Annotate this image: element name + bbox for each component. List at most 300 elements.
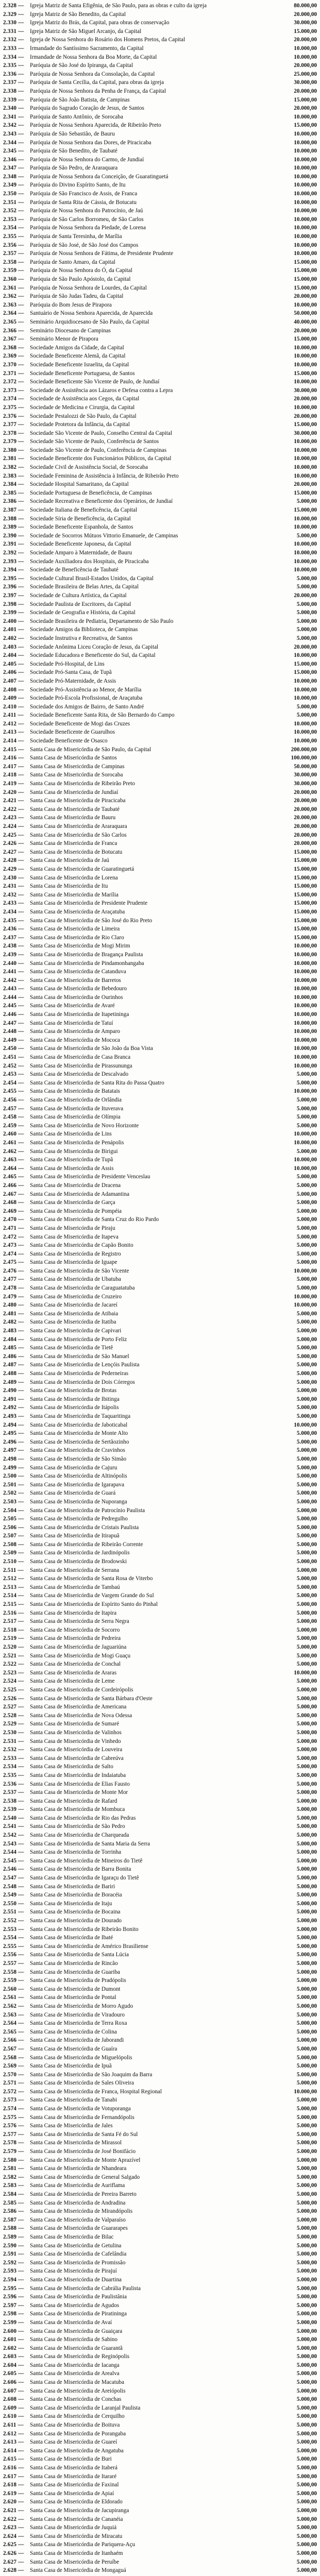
list-item xyxy=(3,1900,317,1908)
entry-description: Santa Casa de Misericórdia de Itirapuã xyxy=(30,1533,120,1539)
entry-description: Santa Casa de Misericórdia de Tupã xyxy=(30,1157,113,1163)
list-item xyxy=(3,1464,317,1472)
list-item xyxy=(3,430,317,438)
entry-description: Santa Casa de Misericórdia de Iguape xyxy=(30,1259,117,1266)
entry-amount: 10.000,00 xyxy=(294,225,317,231)
entry-description: Santa Casa de Misericórdia de Franca xyxy=(30,840,117,847)
entry-description: Santa Casa de Misericórdia de Itatiba xyxy=(30,1319,116,1326)
entry-number: 2.448 — xyxy=(3,1028,24,1035)
entry-amount: 5.000,00 xyxy=(296,1353,317,1360)
entry-amount: 5.000,00 xyxy=(296,2225,317,2232)
entry-description: Santa Casa de Misericórdia de Eldorado xyxy=(30,2499,123,2505)
list-item xyxy=(3,1729,317,1737)
entry-number: 2.522 — xyxy=(3,1661,24,1668)
list-item xyxy=(3,1558,317,1566)
entry-description: Santa Casa de Misericórdia de Santa Lúcia xyxy=(30,1952,129,1958)
entry-number: 2.344 — xyxy=(3,139,24,146)
list-item xyxy=(3,2250,317,2259)
entry-amount: 5.000,00 xyxy=(296,2259,317,2266)
list-item xyxy=(3,1609,317,1618)
list-item xyxy=(3,1344,317,1352)
entry-amount: 10.000,00 xyxy=(294,738,317,744)
entry-amount: 5.000,00 xyxy=(296,703,317,710)
entry-number: 2.483 — xyxy=(3,1328,24,1334)
list-item xyxy=(3,2464,317,2472)
entry-number: 2.584 — xyxy=(3,2191,24,2197)
list-item xyxy=(3,2114,317,2122)
entry-number: 2.420 — xyxy=(3,789,24,795)
entry-number: 2.358 — xyxy=(3,259,24,265)
list-item xyxy=(3,1361,317,1369)
list-item xyxy=(3,387,317,395)
list-item xyxy=(3,395,317,403)
list-item xyxy=(3,1849,317,1857)
entry-description: Sociedade de Socorros Mútuos Vittorio Emanuele, de Campinas xyxy=(30,532,178,539)
entry-number: 2.386 — xyxy=(3,498,24,505)
entry-number: 2.569 — xyxy=(3,2063,24,2070)
entry-number: 2.395 — xyxy=(3,575,24,582)
entry-number: 2.537 — xyxy=(3,1789,24,1796)
entry-description: Santa Casa de Misericórdia de Dois Córregos xyxy=(30,1379,135,1385)
list-item xyxy=(3,1891,317,1900)
entry-number: 2.348 — xyxy=(3,173,24,180)
entry-amount: 10.000,00 xyxy=(294,943,317,950)
entry-number: 2.605 — xyxy=(3,2370,24,2377)
entry-number: 2.547 — xyxy=(3,1875,24,1882)
entry-amount: 15.000,00 xyxy=(294,259,317,265)
entry-number: 2.490 — xyxy=(3,1387,24,1394)
list-item xyxy=(3,130,317,139)
entry-description: Paróquia de Nossa Senhora das Dores, de Piracicaba xyxy=(30,139,151,146)
entry-amount: 30.000,00 xyxy=(294,79,317,86)
entry-amount: 5.000,00 xyxy=(296,2251,317,2258)
list-item xyxy=(3,1917,317,1925)
entry-number: 2.440 — xyxy=(3,960,24,967)
entry-description: Sociedade de Medicina e Cirurgia, da Capital xyxy=(30,404,135,411)
entry-amount: 5.000,00 xyxy=(296,1481,317,1488)
entry-description: Santa Casa de Misericórdia de Monte Mor xyxy=(30,1789,128,1796)
list-item xyxy=(3,677,317,686)
entry-description: Santa Casa de Misericórdia de Capão Bonito xyxy=(30,1242,133,1249)
entry-amount: 5.000,00 xyxy=(296,2345,317,2351)
entry-number: 2.532 — xyxy=(3,1747,24,1753)
entry-amount: 20.000,00 xyxy=(294,105,317,112)
entry-description: Santa Casa de Misericórdia de Votuporanga xyxy=(30,2106,131,2112)
entry-number: 2.544 — xyxy=(3,1849,24,1856)
entry-description: Santa Casa de Misericórdia de Jaboticabal xyxy=(30,1421,128,1428)
entry-description: Santa Casa de Misericórdia de São Vicente xyxy=(30,1267,129,1274)
entry-description: Santa Casa de Misericórdia de Jacareí xyxy=(30,1302,117,1309)
list-item xyxy=(3,2507,317,2515)
entry-description: Santa Casa de Misericórdia de Duartina xyxy=(30,2276,122,2283)
entry-description: Santa Casa de Misericórdia de Itapetininga xyxy=(30,1011,129,1018)
list-item xyxy=(3,447,317,455)
list-item xyxy=(3,2045,317,2054)
entry-amount: 5.000,00 xyxy=(296,2567,317,2574)
entry-number: 2.413 — xyxy=(3,729,24,736)
list-item xyxy=(3,1635,317,1643)
entry-number: 2.509 — xyxy=(3,1550,24,1556)
list-item xyxy=(3,413,317,421)
entry-description: Santa Casa de Misericórdia de Conchal xyxy=(30,1661,121,1668)
list-item xyxy=(3,2165,317,2173)
list-item xyxy=(3,1832,317,1840)
entry-number: 2.484 — xyxy=(3,1336,24,1343)
entry-number: 2.602 — xyxy=(3,2345,24,2351)
entry-description: Irmandade de Nossa Senhora da Boa Morte, da Capital xyxy=(30,54,157,60)
entry-number: 2.527 — xyxy=(3,1704,24,1710)
entry-amount: 5.000,00 xyxy=(296,2413,317,2420)
list-item xyxy=(3,2404,317,2413)
entry-number: 2.400 — xyxy=(3,618,24,624)
entry-amount: 15.000,00 xyxy=(294,370,317,377)
entry-number: 2.565 — xyxy=(3,2028,24,2035)
entry-amount: 30.000,00 xyxy=(294,781,317,787)
entry-amount: 20.000,00 xyxy=(294,832,317,838)
entry-number: 2.621 — xyxy=(3,2507,24,2514)
entry-number: 2.466 — xyxy=(3,1182,24,1189)
entry-number: 2.412 — xyxy=(3,720,24,727)
entry-description: Santa Casa de Misericórdia de Cananéia xyxy=(30,2516,123,2522)
entry-amount: 5.000,00 xyxy=(296,575,317,582)
entry-number: 2.541 — xyxy=(3,1823,24,1830)
list-item xyxy=(3,592,317,600)
entry-description: Santa Casa de Misericórdia de Patrocínio Paulista xyxy=(30,1507,145,1514)
entry-amount: 5.000,00 xyxy=(296,618,317,624)
entry-description: Igreja de Nossa Senhora do Rosário dos Homens Pretos, da Capital xyxy=(30,37,186,43)
list-item xyxy=(3,45,317,53)
entry-number: 2.422 — xyxy=(3,806,24,812)
entry-amount: 5.000,00 xyxy=(296,2037,317,2044)
list-item xyxy=(3,1242,317,1250)
entry-number: 2.624 — xyxy=(3,2533,24,2539)
entry-description: Santa Casa de Misericórdia de Ubatuba xyxy=(30,1276,121,1283)
list-item xyxy=(3,558,317,566)
entry-number: 2.528 — xyxy=(3,1712,24,1719)
entry-number: 2.378 — xyxy=(3,430,24,436)
entry-number: 2.429 — xyxy=(3,866,24,872)
entry-amount: 10.000,00 xyxy=(294,404,317,411)
entry-description: Sociedade Beneficente Alemã, da Capital xyxy=(30,353,126,360)
entry-amount: 10.000,00 xyxy=(294,1062,317,1069)
entry-number: 2.339 — xyxy=(3,96,24,103)
entry-number: 2.430 — xyxy=(3,874,24,881)
entry-description: Santa Casa de Misericórdia de Dumont xyxy=(30,1986,121,1992)
list-item xyxy=(3,2259,317,2267)
entry-number: 2.486 — xyxy=(3,1353,24,1360)
entry-description: Santa Casa de Misericórdia de Garça xyxy=(30,1199,115,1206)
entry-amount: 5.000,00 xyxy=(296,1789,317,1796)
entry-amount: 10.000,00 xyxy=(294,1421,317,1428)
entry-description: Seminário Arquidiocesano de São Paulo, da Capital xyxy=(30,318,149,325)
entry-number: 2.445 — xyxy=(3,1003,24,1009)
entry-number: 2.534 — xyxy=(3,1764,24,1770)
list-item xyxy=(3,1969,317,1977)
entry-description: Paróquia de São Paulo Apóstolo, da Capital xyxy=(30,276,131,282)
entry-number: 2.343 — xyxy=(3,130,24,137)
entry-amount: 5.000,00 xyxy=(296,1336,317,1343)
entry-description: Santa Casa de Misericórdia de Fernandópolis xyxy=(30,2114,134,2121)
list-item xyxy=(3,122,317,130)
entry-amount: 15.000,00 xyxy=(294,900,317,907)
entry-description: Santa Casa de Misericórdia de Descalvado xyxy=(30,1071,129,1078)
entry-amount: 5.000,00 xyxy=(296,2353,317,2360)
entry-amount: 5.000,00 xyxy=(296,1362,317,1368)
entry-amount: 5.000,00 xyxy=(296,1148,317,1155)
entry-description: Santa Casa de Misericórdia de Franca, Hospital Regional xyxy=(30,2088,162,2095)
entry-amount: 10.000,00 xyxy=(294,515,317,522)
entry-description: Santa Casa de Misericórdia de Dracena xyxy=(30,1182,121,1189)
entry-amount: 5.000,00 xyxy=(296,1584,317,1590)
entry-description: Santa Casa de Misericórdia de Jardinópolis xyxy=(30,1550,130,1556)
list-item xyxy=(3,2516,317,2524)
entry-amount: 5.000,00 xyxy=(296,1438,317,1445)
entry-description: Santa Casa de Misericórdia de Tatuí xyxy=(30,1020,113,1026)
list-item xyxy=(3,506,317,515)
entry-number: 2.473 — xyxy=(3,1242,24,1249)
entry-description: Santa Casa de Misericórdia de Promissão xyxy=(30,2259,126,2266)
list-item xyxy=(3,224,317,232)
entry-description: Santa Casa de Misericórdia de Jundiaí xyxy=(30,789,119,795)
entry-description: Igreja Matriz de São Miguel Arcanjo, da Capital xyxy=(30,28,142,35)
entry-number: 2.463 — xyxy=(3,1157,24,1163)
entry-number: 2.497 — xyxy=(3,1447,24,1454)
list-item xyxy=(3,960,317,968)
list-item xyxy=(3,883,317,891)
entry-number: 2.408 — xyxy=(3,686,24,693)
entry-description: Paróquia de Nossa Senhora do Patrocínio, de Jaú xyxy=(30,208,143,214)
entry-description: Santa Casa de Misericórdia de Rio das Pedras xyxy=(30,1815,136,1821)
entry-amount: 5.000,00 xyxy=(296,2003,317,2009)
entry-description: Santa Casa de Misericórdia de Pariquera-Açu xyxy=(30,2541,136,2548)
entry-description: Santa Casa de Misericórdia de Pontal xyxy=(30,1994,116,2001)
entry-number: 2.354 — xyxy=(3,225,24,231)
entry-description: Santa Casa de Misericórdia de São Paulo, da Capital xyxy=(30,746,151,753)
entry-amount: 5.000,00 xyxy=(296,1738,317,1744)
entry-number: 2.444 — xyxy=(3,994,24,1001)
entry-number: 2.375 — xyxy=(3,404,24,411)
entry-description: Santa Casa de Misericórdia de Cajuru xyxy=(30,1464,117,1471)
entry-amount: 5.000,00 xyxy=(296,2422,317,2429)
entry-amount: 20.000,00 xyxy=(294,396,317,402)
list-item xyxy=(3,2421,317,2430)
entry-description: Santa Casa de Misericórdia de Paulistânia xyxy=(30,2294,127,2300)
entry-description: Sociedade São Vicente de Paulo, Conselho Central da Capital xyxy=(30,430,172,436)
entry-description: Santa Casa de Misericórdia de Conchas xyxy=(30,2396,122,2403)
entry-amount: 5.000,00 xyxy=(296,1704,317,1710)
entry-number: 2.520 — xyxy=(3,1644,24,1650)
entry-description: Santa Casa de Misericórdia de Catanduva xyxy=(30,969,126,975)
list-item xyxy=(3,985,317,993)
entry-number: 2.549 — xyxy=(3,1892,24,1899)
entry-number: 2.425 — xyxy=(3,832,24,838)
list-item xyxy=(3,2105,317,2113)
entry-number: 2.388 — xyxy=(3,515,24,522)
entry-number: 2.502 — xyxy=(3,1490,24,1497)
entry-description: Paróquia de São Sebastião, de Bauru xyxy=(30,130,115,137)
entry-description: Santa Casa de Misericórdia de Ribeirão Preto xyxy=(30,781,135,787)
entry-number: 2.334 — xyxy=(3,54,24,60)
entry-number: 2.368 — xyxy=(3,344,24,351)
list-item xyxy=(3,2438,317,2447)
entry-number: 2.504 — xyxy=(3,1507,24,1514)
entry-number: 2.503 — xyxy=(3,1498,24,1505)
entry-number: 2.521 — xyxy=(3,1652,24,1659)
entry-description: Santa Casa de Misericórdia de Reginópolis xyxy=(30,2353,129,2360)
entry-number: 2.335 — xyxy=(3,62,24,69)
entry-number: 2.477 — xyxy=(3,1276,24,1283)
entry-number: 2.479 — xyxy=(3,1293,24,1300)
entry-number: 2.601 — xyxy=(3,2336,24,2343)
list-item xyxy=(3,481,317,489)
entry-number: 2.371 — xyxy=(3,370,24,377)
entry-number: 2.385 — xyxy=(3,489,24,496)
entry-number: 2.575 — xyxy=(3,2114,24,2121)
entry-number: 2.449 — xyxy=(3,1037,24,1043)
entry-description: Seminário Diocesano de Campinas xyxy=(30,327,111,334)
list-item xyxy=(3,2028,317,2037)
entry-number: 2.438 — xyxy=(3,943,24,950)
list-item xyxy=(3,532,317,540)
entry-amount: 20.000,00 xyxy=(294,62,317,69)
entry-description: Santa Casa de Misericórdia de Dourado xyxy=(30,1918,122,1924)
list-item xyxy=(3,2336,317,2344)
entry-amount: 10.000,00 xyxy=(294,969,317,975)
entry-description: Santa Casa de Misericórdia de Batatais xyxy=(30,1088,120,1095)
entry-amount: 5.000,00 xyxy=(296,1575,317,1582)
list-item xyxy=(3,2216,317,2225)
entry-number: 2.588 — xyxy=(3,2225,24,2232)
list-item xyxy=(3,1045,317,1053)
entry-amount: 5.000,00 xyxy=(296,1815,317,1821)
entry-description: Santa Casa de Misericórdia de Louveira xyxy=(30,1747,123,1753)
entry-amount: 5.000,00 xyxy=(296,1250,317,1257)
entry-number: 2.365 — xyxy=(3,318,24,325)
entry-description: Santa Casa de Misericórdia de Itararé xyxy=(30,2473,117,2480)
entry-amount: 5.000,00 xyxy=(296,2157,317,2163)
entry-description: Santa Casa de Misericórdia de Nhandeara xyxy=(30,2165,127,2172)
list-item xyxy=(3,498,317,506)
entry-number: 2.374 — xyxy=(3,396,24,402)
entry-description: Santa Casa de Misericórdia de Andradina xyxy=(30,2199,126,2206)
entry-number: 2.561 — xyxy=(3,1994,24,2001)
entry-amount: 5.000,00 xyxy=(296,2242,317,2249)
entry-description: Santa Casa de Misericórdia de Itaju xyxy=(30,1900,112,1907)
entry-description: Santa Casa de Misericórdia de Pirajuí xyxy=(30,2268,117,2275)
list-item xyxy=(3,2473,317,2481)
entry-number: 2.517 — xyxy=(3,1618,24,1625)
list-item xyxy=(3,669,317,677)
entry-description: Santa Casa de Misericórdia de Boituva xyxy=(30,2422,120,2429)
entry-description: Santa Casa de Misericórdia de Presidente Venceslau xyxy=(30,1174,150,1180)
entry-description: Santa Casa de Misericórdia de Pradópolis xyxy=(30,1977,126,1984)
entry-number: 2.546 — xyxy=(3,1866,24,1873)
entry-description: Sociedade Protetora da Infância, da Capital xyxy=(30,421,130,428)
entry-amount: 5.000,00 xyxy=(296,1661,317,1668)
entry-number: 2.441 — xyxy=(3,969,24,975)
list-item xyxy=(3,259,317,267)
entry-number: 2.361 — xyxy=(3,284,24,291)
entry-number: 2.472 — xyxy=(3,1233,24,1240)
list-item xyxy=(3,1379,317,1387)
entry-amount: 5.000,00 xyxy=(296,2396,317,2403)
list-item xyxy=(3,421,317,429)
entry-description: Santa Casa de Misericórdia de Ibaté xyxy=(30,1935,113,1941)
entry-amount: 15.000,00 xyxy=(294,284,317,291)
entry-number: 2.331 — xyxy=(3,28,24,35)
list-item xyxy=(3,694,317,703)
entry-amount: 10.000,00 xyxy=(294,216,317,223)
list-item xyxy=(3,370,317,378)
list-item xyxy=(3,2225,317,2233)
entry-description: Santa Casa de Misericórdia de Salto xyxy=(30,1764,113,1770)
entry-description: Santa Casa de Misericórdia de Olímpia xyxy=(30,1114,121,1121)
entry-number: 2.450 — xyxy=(3,1045,24,1052)
entry-number: 2.491 — xyxy=(3,1396,24,1402)
entry-number: 2.465 — xyxy=(3,1174,24,1180)
entry-description: Sociedade Pró-Maternidade, de Assis xyxy=(30,677,116,684)
entry-amount: 5.000,00 xyxy=(296,1892,317,1899)
list-item xyxy=(3,857,317,865)
list-item xyxy=(3,763,317,771)
entry-description: Igreja Matriz do Brás, da Capital, para obras de conservação xyxy=(30,20,170,26)
list-item xyxy=(3,1703,317,1711)
entry-amount: 10.000,00 xyxy=(294,729,317,736)
list-item xyxy=(3,720,317,728)
entry-description: Santa Casa de Misericórdia de Elias Fausto xyxy=(30,1781,130,1787)
entry-amount: 5.000,00 xyxy=(296,2294,317,2300)
entry-description: Santa Casa de Misericórdia de Itápolis xyxy=(30,1404,119,1411)
entry-amount: 40.000,00 xyxy=(294,318,317,325)
entry-amount: 5.000,00 xyxy=(296,2123,317,2129)
list-item xyxy=(3,1208,317,1216)
entry-number: 2.337 — xyxy=(3,79,24,86)
entry-description: Santa Casa de Misericórdia de Juquiá xyxy=(30,2524,117,2531)
list-item xyxy=(3,1763,317,1771)
list-item xyxy=(3,771,317,779)
list-item xyxy=(3,1191,317,1199)
entry-amount: 5.000,00 xyxy=(296,2524,317,2531)
entry-amount: 15.000,00 xyxy=(294,28,317,35)
entry-number: 2.501 — xyxy=(3,1481,24,1488)
entry-number: 2.405 — xyxy=(3,660,24,667)
list-item xyxy=(3,797,317,805)
entry-description: Santa Casa de Misericórdia de Marília xyxy=(30,891,119,898)
entry-amount: 10.000,00 xyxy=(294,301,317,308)
list-item xyxy=(3,1789,317,1797)
entry-number: 2.462 — xyxy=(3,1148,24,1155)
entry-amount: 5.000,00 xyxy=(296,1259,317,1266)
entry-description: Santa Casa de Misericórdia de Pompéia xyxy=(30,1208,122,1214)
list-item xyxy=(3,1182,317,1190)
list-item xyxy=(3,2182,317,2190)
list-item xyxy=(3,2,317,10)
entry-amount: 5.000,00 xyxy=(296,2465,317,2471)
entry-amount: 5.000,00 xyxy=(296,1122,317,1129)
entry-amount: 80.000,00 xyxy=(294,3,317,9)
entry-amount: 5.000,00 xyxy=(296,1721,317,1727)
entry-number: 2.578 — xyxy=(3,2140,24,2146)
list-item xyxy=(3,1088,317,1096)
list-item xyxy=(3,284,317,293)
entry-number: 2.336 — xyxy=(3,71,24,77)
entry-number: 2.452 — xyxy=(3,1062,24,1069)
list-item xyxy=(3,2524,317,2532)
entry-number: 2.464 — xyxy=(3,1165,24,1172)
entry-number: 2.458 — xyxy=(3,1114,24,1121)
entry-number: 2.603 — xyxy=(3,2353,24,2360)
entry-description: Santa Casa de Misericórdia de São José do Rio Preto xyxy=(30,917,153,924)
